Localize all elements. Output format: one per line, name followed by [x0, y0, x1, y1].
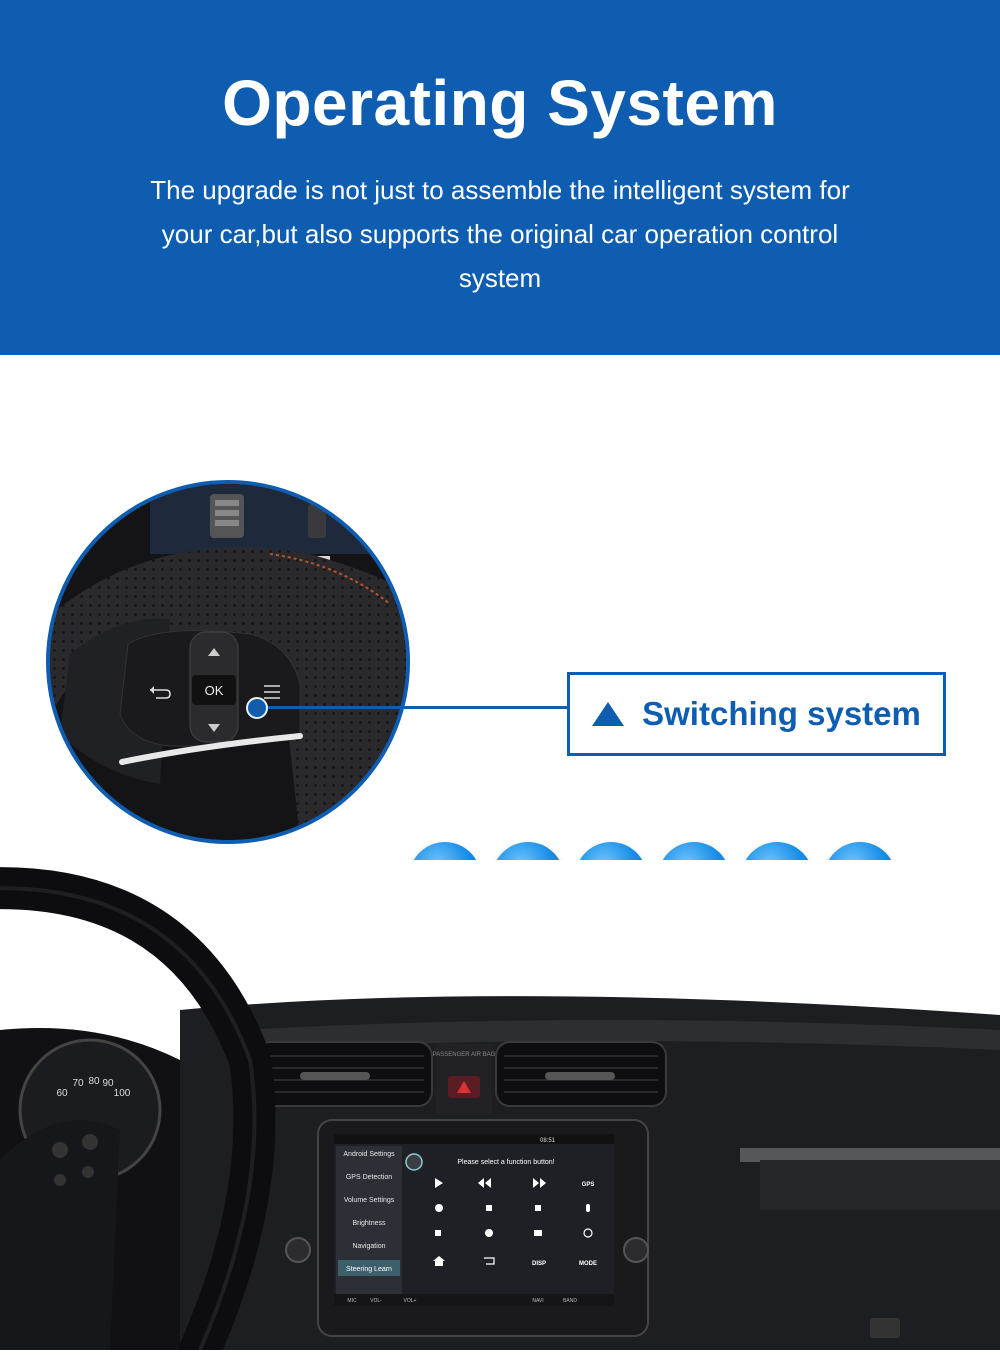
triangle-up-icon — [592, 702, 624, 726]
speed-tick-90: 90 — [102, 1078, 114, 1089]
steering-wheel-image — [50, 484, 406, 840]
speed-tick-100: 100 — [113, 1088, 131, 1099]
car-dashboard-image — [0, 860, 1000, 1350]
menu-item-android-settings[interactable]: Android Settings — [343, 1151, 395, 1158]
bottom-label-mic[interactable]: MIC — [347, 1298, 357, 1304]
page-title: Operating System — [222, 67, 778, 139]
menu-item-steering-learn[interactable]: Steering Learn — [346, 1266, 392, 1273]
grid-label-disp[interactable]: DISP — [531, 1261, 547, 1267]
bottom-label-vol-down[interactable]: VOL- — [370, 1298, 382, 1304]
speed-tick-80: 80 — [88, 1076, 100, 1087]
callout-connector — [262, 706, 570, 709]
airbag-label: PASSENGER AIR BAG — [432, 1052, 496, 1058]
head-unit-time: 08:51 — [540, 1138, 556, 1144]
menu-item-brightness[interactable]: Brightness — [352, 1220, 386, 1227]
grid-label-gps[interactable]: GPS — [581, 1182, 595, 1188]
steering-wheel-zoom — [46, 480, 410, 844]
page-subtitle: The upgrade is not just to assemble the intelligent system for your car,but also supports the original car operation control system — [150, 175, 850, 293]
callout-dot — [246, 697, 268, 719]
menu-item-volume-settings[interactable]: Volume Settings — [343, 1197, 395, 1204]
grid-label-mode[interactable]: MODE — [579, 1261, 597, 1267]
bottom-label-navi[interactable]: NAVI — [532, 1298, 544, 1304]
menu-item-navigation[interactable]: Navigation — [352, 1243, 386, 1250]
bottom-label-band[interactable]: BAND — [563, 1298, 577, 1304]
switching-system-label — [567, 672, 946, 756]
bottom-label-vol-up[interactable]: VOL+ — [403, 1298, 417, 1304]
header-banner — [0, 0, 1000, 355]
ok-button-label: OK — [204, 683, 224, 698]
speed-tick-60: 60 — [56, 1088, 68, 1099]
menu-item-gps-detection[interactable]: GPS Detection — [345, 1174, 393, 1181]
speed-tick-70: 70 — [72, 1078, 84, 1089]
head-unit-prompt: Please select a function button! — [457, 1159, 555, 1166]
switching-system-text: Switching system — [642, 695, 921, 732]
